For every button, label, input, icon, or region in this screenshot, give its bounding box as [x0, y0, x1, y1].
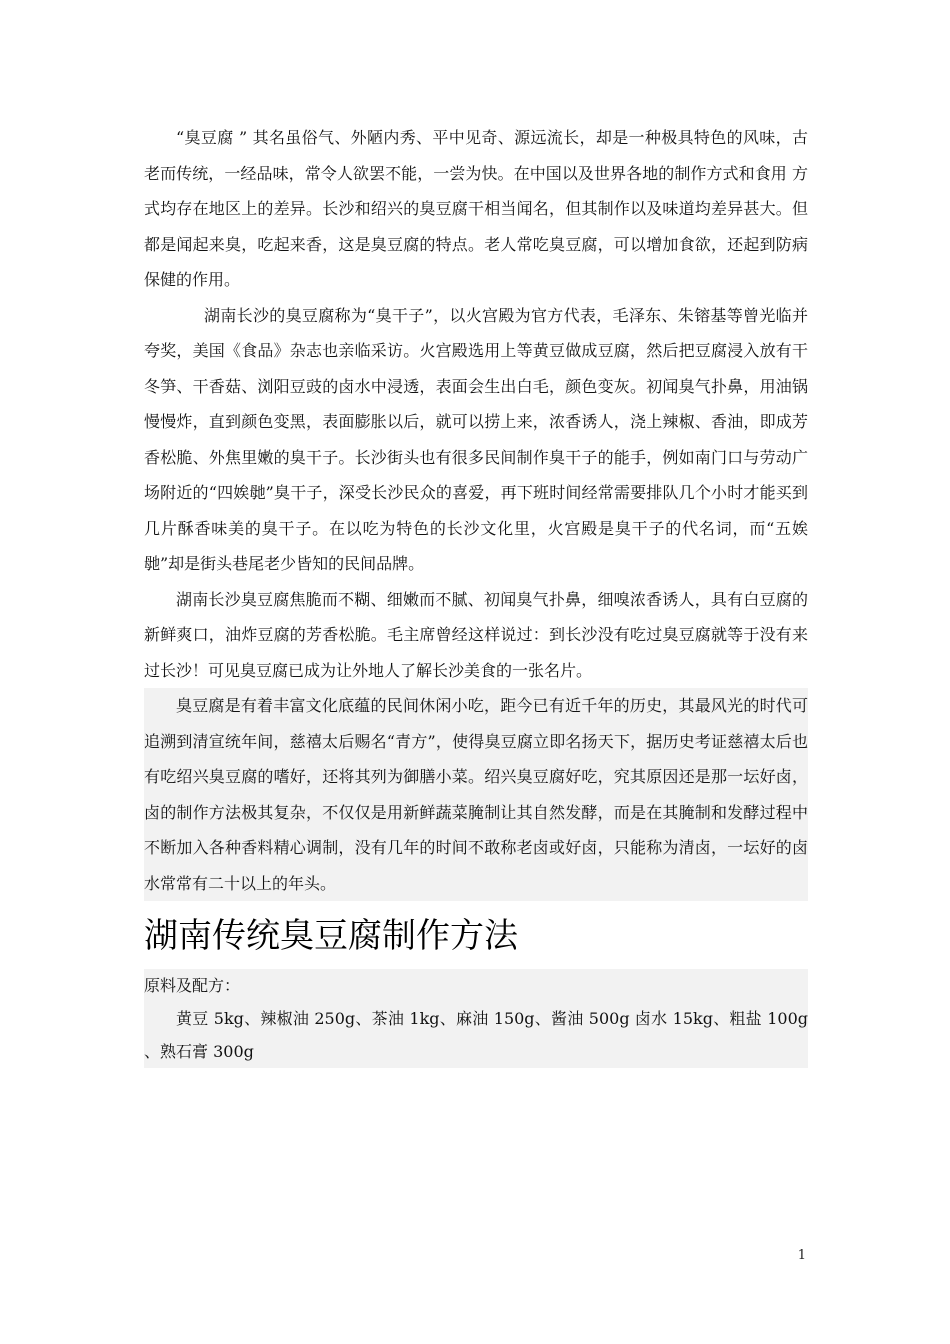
recipe-ingredients: 黄豆 5kg、辣椒油 250g、茶油 1kg、麻油 150g、酱油 500g 卤水 15kg、粗盐 100g 、熟石膏 300g [144, 1009, 808, 1061]
document-body [144, 120, 808, 1068]
paragraph-history: 臭豆腐是有着丰富文化底蕴的民间休闲小吃，距今已有近千年的历史，其最风光的时代可追溯到清宣统年间，慈禧太后赐名“青方”，使得臭豆腐立即名扬天下，据历史考证慈禧太后也有吃绍兴臭豆腐的嗜好，还将其列为御膳小菜。绍兴臭豆腐好吃，究其原因还是那一坛好卤，卤的制作方法极其复杂，不仅仅是用新鲜蔬菜腌制让其自然发酵，而是在其腌制和发酵过程中不断加入各种香料精心调制，没有几年的时间不敢称老卤或好卤，只能称为清卤，一坛好的卤水常常有二十以上的年头。 [144, 688, 808, 901]
page-number: 1 [797, 1248, 806, 1263]
paragraph-intro: “臭豆腐 ” 其名虽俗气、外陋内秀、平中见奇、源远流长，却是一种极具特色的风味，古老而传统，一经品味，常令人欲罢不能，一尝为快。在中国以及世界各地的制作方式和食用 方式均存在地区上的差异。长沙和绍兴的臭豆腐干相当闻名，但其制作以及味道均差异甚大。但都是闻起来臭，吃起来香，这是臭豆腐的特点。老人常吃臭豆腐，可以增加食欲，还起到防病保健的作用。 [144, 128, 808, 289]
section-heading: 湖南传统臭豆腐制作方法 [144, 916, 518, 956]
recipe-block [144, 969, 808, 1068]
paragraph-changsha: 湖南长沙的臭豆腐称为“臭干子”，以火宫殿为官方代表，毛泽东、朱镕基等曾光临并夸奖，美国《食品》杂志也亲临采访。火宫殿选用上等黄豆做成豆腐，然后把豆腐浸入放有干冬笋、干香菇、浏阳豆豉的卤水中浸透，表面会生出白毛，颜色变灰。初闻臭气扑鼻，用油锅慢慢炸，直到颜色变黑，表面膨胀以后，就可以捞上来，浓香诱人，浇上辣椒、香油，即成芳香松脆、外焦里嫩的臭干子。长沙街头也有很多民间制作臭干子的能手，例如南门口与劳动广场附近的“四娭毑”臭干子，深受长沙民众的喜爱，再下班时间经常需要排队几个小时才能买到几片酥香味美的臭干子。在以吃为特色的长沙文化里，火宫殿是臭干子的代名词，而“五娭毑”却是街头巷尾老少皆知的民间品牌。 [144, 305, 808, 573]
recipe-label: 原料及配方： [144, 976, 241, 995]
paragraph-changsha-features: 湖南长沙臭豆腐焦脆而不糊、细嫩而不腻、初闻臭气扑鼻，细嗅浓香诱人，具有白豆腐的新鲜爽口，油炸豆腐的芳香松脆。毛主席曾经这样说过：到长沙没有吃过臭豆腐就等于没有来过长沙！可见臭豆腐已成为让外地人了解长沙美食的一张名片。 [144, 589, 808, 680]
